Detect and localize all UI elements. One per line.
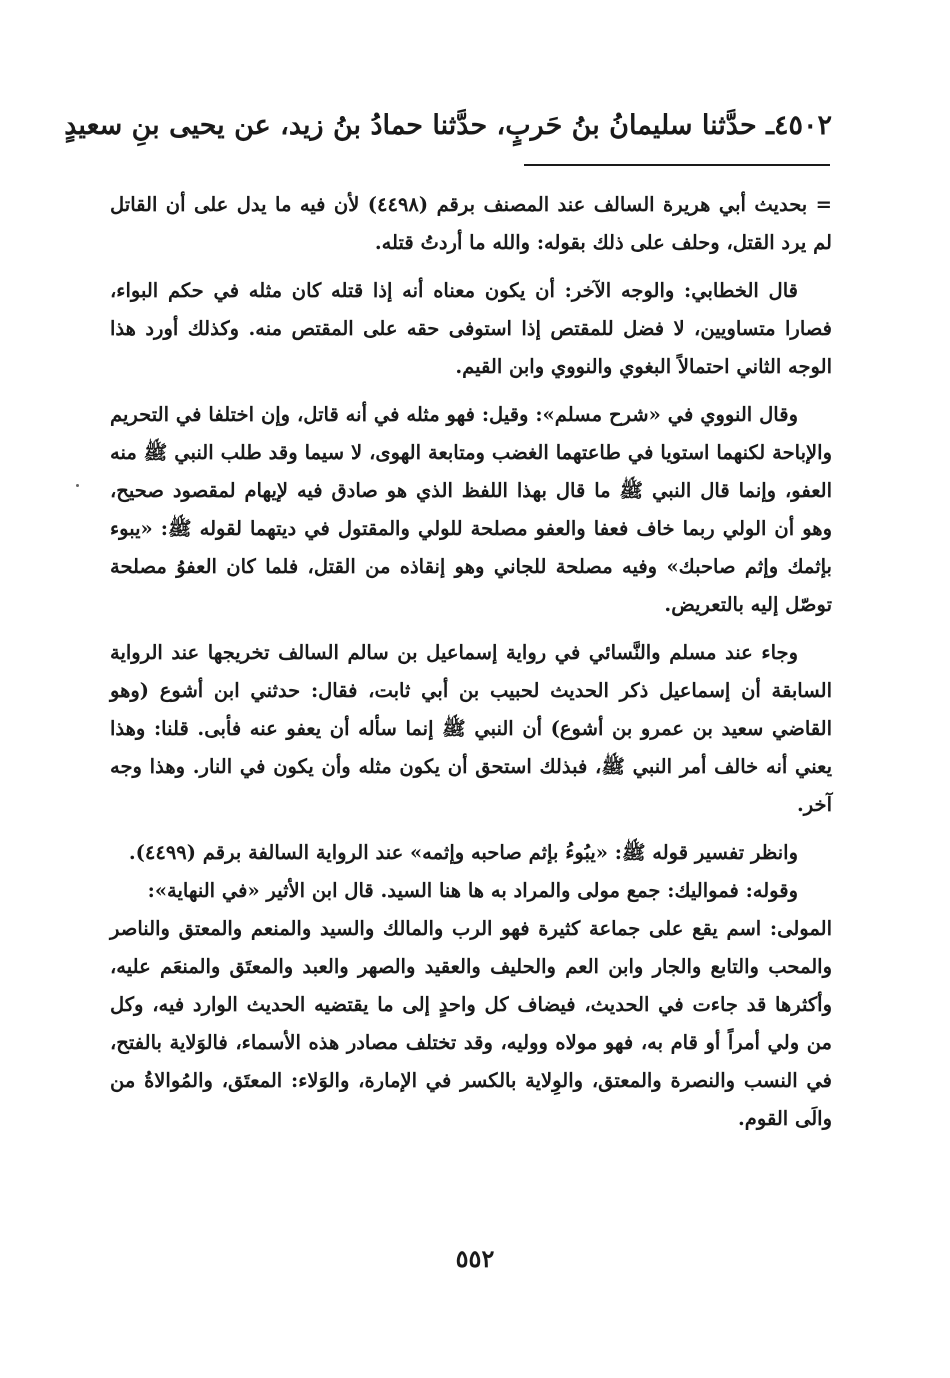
footnote-paragraph-1: = بحديث أبي هريرة السالف عند المصنف برقم (٤٤٩٨) لأن فيه ما يدل على أن القاتل لم يرد القتل، وحلف على ذلك بقوله: والله ما أردتُ قتله. — [110, 193, 832, 254]
footnote-paragraph-5: وانظر تفسير قوله ﷺ: «يبُوءُ بإثم صاحبه وإثمه» عند الرواية السالفة برقم (٤٤٩٩). — [128, 841, 798, 864]
footnote-paragraph-3: وقال النووي في «شرح مسلم»: وقيل: فهو مثله في أنه قاتل، وإن اختلفا في التحريم والإباحة لكنهما استويا في طاعتهما الغضب ومتابعة الهوى، لا سيما وقد طلب النبي ﷺ منه العفو، وإنما قال النبي ﷺ ما قال بهذا اللفظ الذي هو صادق فيه لإيهام لمقصود صحيح، وهو أن الولي ربما خاف فعفا والعفو مصلحة للولي والمقتول في ديتهما لقوله ﷺ: «يبوء بإثمك وإثم صاحبك» وفيه مصلحة للجاني وهو إنقاذه من القتل، فلما كان العفوُ مصلحة توصّل إليه بالتعريض. — [110, 403, 832, 616]
footnote-paragraph-6: وقوله: فمواليك: جمع مولى والمراد به ها هنا السيد. قال ابن الأثير «في النهاية»: — [147, 879, 798, 902]
hadith-heading: ٤٥٠٢ـ حدَّثنا سليمانُ بنُ حَربٍ، حدَّثنا حمادُ بنُ زيد، عن يحيى بنِ سعيدٍ — [64, 110, 832, 141]
page-number: ٥٥٢ — [455, 1244, 495, 1273]
footnote-block — [110, 186, 832, 1148]
footnote-paragraph-7: المولى: اسم يقع على جماعة كثيرة فهو الرب والمالك والسيد والمنعم والمعتق والناصر والمحب والتابع والجار وابن العم والحليف والعقيد والصهر والعبد والمعتَق والمنعَم عليه، وأكثرها قد جاءت في الحديث، فيضاف كل واحدٍ إلى ما يقتضيه الحديث الوارد فيه، وكل من ولي أمراً أو قام به، فهو مولاه ووليه، وقد تختلف مصادر هذه الأسماء، فالوَلاية بالفتح، في النسب والنصرة والمعتق، والوِلاية بالكسر في الإمارة، والوَلاء: المعتَق، والمُوالاةُ من والَى القوم. — [110, 917, 832, 1130]
footnote-paragraph-2: قال الخطابي: والوجه الآخر: أن يكون معناه أنه إذا قتله كان مثله في حكم البواء، فصارا متساويين، لا فضل للمقتص إذا استوفى حقه على المقتص منه. وكذلك أورد هذا الوجه الثاني احتمالاً البغوي والنووي وابن القيم. — [110, 279, 832, 378]
footnote-separator — [524, 164, 830, 166]
footnote-paragraph-4: وجاء عند مسلم والنَّسائي في رواية إسماعيل بن سالم السالف تخريجها عند الرواية السابقة أن إسماعيل ذكر الحديث لحبيب بن أبي ثابت، فقال: حدثني ابن أشوع (وهو القاضي سعيد بن عمرو بن أشوع) أن النبي ﷺ إنما سأله أن يعفو عنه فأبى. قلنا: وهذا يعني أنه خالف أمر النبي ﷺ، فبذلك استحق أن يكون مثله وأن يكون في النار. وهذا وجه آخر. — [110, 641, 832, 816]
scan-speck — [76, 484, 79, 487]
